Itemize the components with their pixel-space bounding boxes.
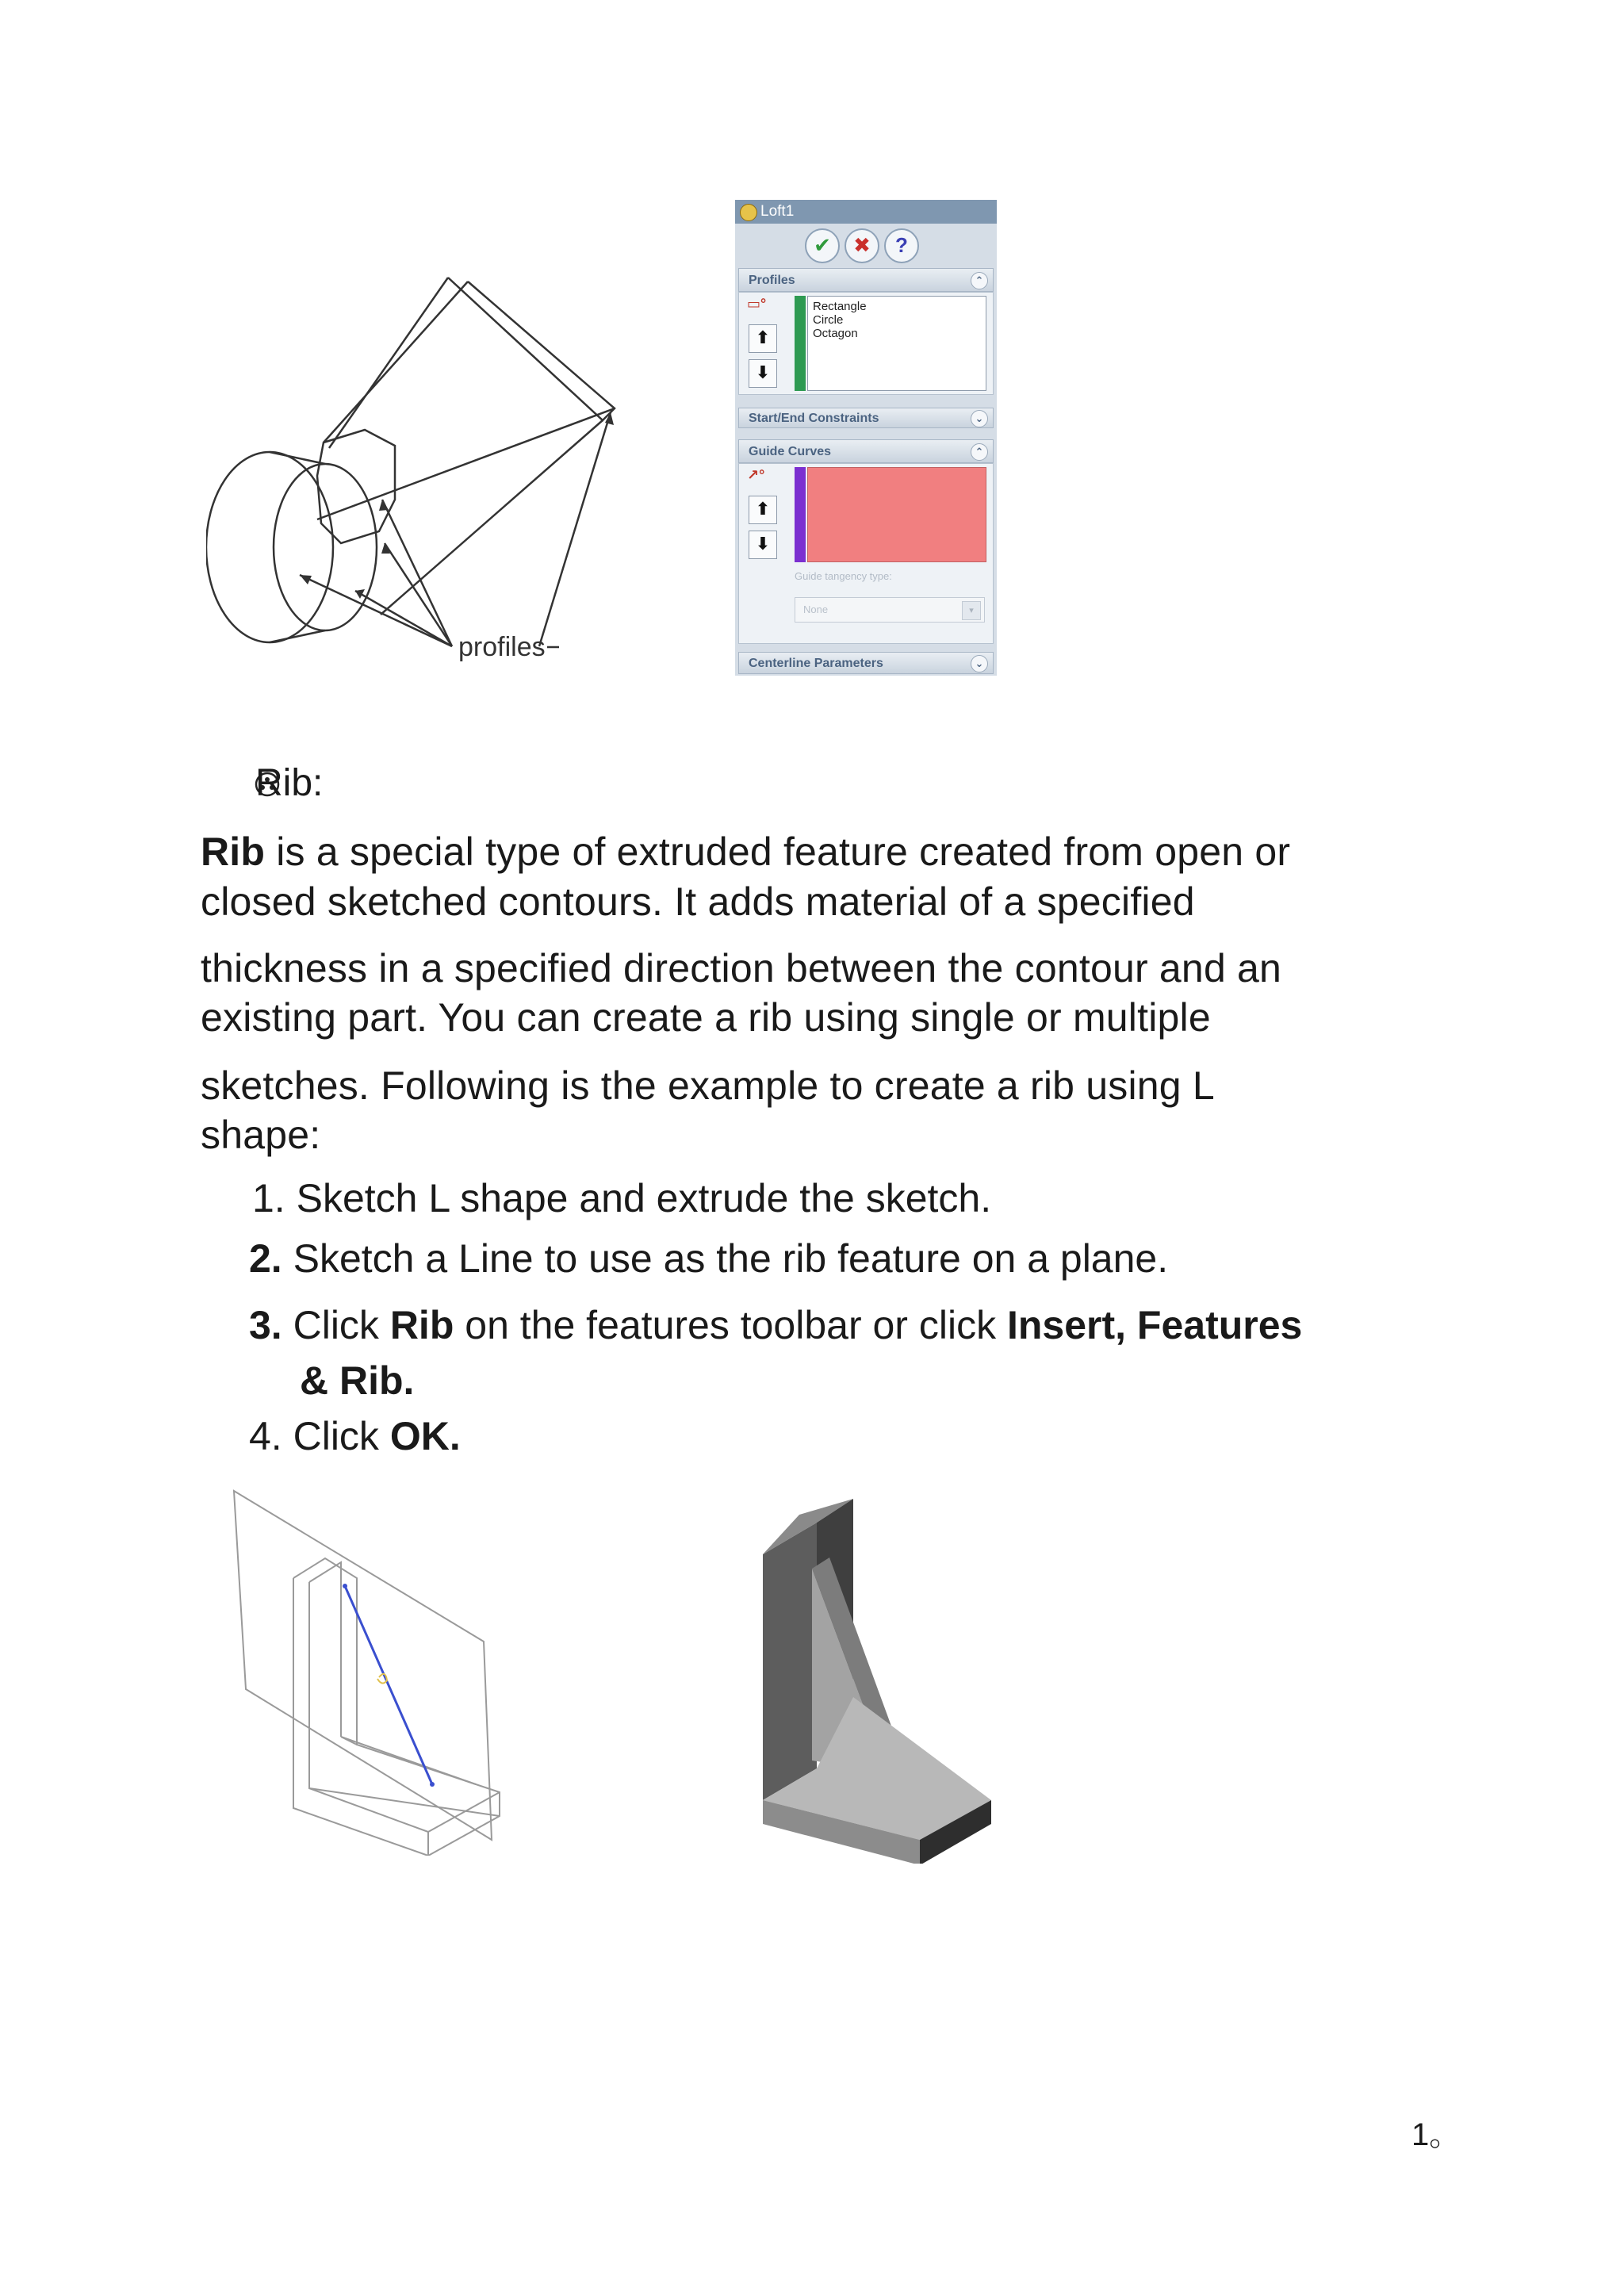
guide-curves-section-body	[738, 463, 994, 644]
page-number: 1。	[1411, 2117, 1461, 2152]
loft-feature-icon	[740, 204, 757, 221]
move-down-button[interactable]: ⬇	[749, 359, 777, 388]
step-4	[249, 1413, 461, 1459]
list-item[interactable]: Rectangle	[813, 300, 867, 313]
step-3-menu-path: Insert, Features	[1006, 1303, 1303, 1347]
profiles-list[interactable]	[807, 296, 986, 391]
step-4-number: 4.	[249, 1414, 282, 1458]
chevron-down-icon[interactable]: ▾	[962, 601, 981, 620]
loft-profiles-illustration	[206, 262, 650, 682]
move-down-button[interactable]: ⬇	[749, 531, 777, 559]
step-4-text-a: Click	[293, 1414, 390, 1458]
rib-sketch-wireframe	[222, 1475, 523, 1856]
list-item[interactable]: Circle	[813, 313, 844, 327]
expand-icon[interactable]: ⌄	[971, 655, 988, 672]
guide-curves-section-header[interactable]	[738, 439, 994, 463]
intro-line-5: sketches. Following is the example to create a rib using L	[201, 1063, 1215, 1108]
profiles-color-bar	[795, 296, 806, 391]
list-item[interactable]: Octagon	[813, 327, 858, 340]
section-heading: Rib:	[255, 762, 324, 804]
loft-title-bar	[735, 200, 997, 224]
profiles-header-label: Profiles	[749, 274, 795, 287]
move-up-button[interactable]: ⬆	[749, 496, 777, 524]
step-4-ok: OK.	[389, 1414, 461, 1458]
step-2-number: 2.	[249, 1236, 282, 1281]
guide-tangency-label: Guide tangency type:	[795, 570, 892, 582]
profiles-section-body	[738, 292, 994, 395]
guide-tangency-select[interactable]	[795, 597, 985, 623]
move-up-button[interactable]: ⬆	[749, 324, 777, 353]
step-3-continuation: & Rib.	[300, 1358, 415, 1403]
rib-term: Rib	[201, 829, 266, 874]
cancel-button[interactable]: ✖	[845, 228, 879, 263]
step-3-text-a: Click	[293, 1303, 390, 1347]
profiles-section-header[interactable]	[738, 268, 994, 292]
step-2	[249, 1236, 1168, 1282]
help-button[interactable]: ?	[884, 228, 919, 263]
collapse-icon[interactable]: ⌃	[971, 443, 988, 461]
guide-selection-icon: ↗°	[747, 467, 765, 483]
guide-curves-list[interactable]	[807, 467, 986, 562]
intro-line-6: shape:	[201, 1113, 321, 1157]
rib-result-model	[745, 1499, 1007, 1864]
intro-line-4: existing part. You can create a rib using single or multiple	[201, 995, 1211, 1040]
guide-curves-header-label: Guide Curves	[749, 445, 832, 458]
loft-property-manager	[735, 200, 997, 676]
centerline-header-label: Centerline Parameters	[749, 657, 883, 670]
ok-button[interactable]: ✔	[805, 228, 840, 263]
profile-selection-icon: ▭°	[747, 296, 767, 312]
step-3-text-c: on the features toolbar or click	[454, 1303, 1007, 1347]
loft-title: Loft1	[760, 203, 795, 220]
guide-tangency-value: None	[803, 603, 829, 615]
step-1	[252, 1175, 991, 1221]
start-end-header-label: Start/End Constraints	[749, 412, 879, 425]
intro-line-2: closed sketched contours. It adds material of a specified	[201, 879, 1195, 924]
intro-line-3: thickness in a specified direction between the contour and an	[201, 946, 1282, 990]
step-3-number: 3.	[249, 1303, 282, 1347]
expand-icon[interactable]: ⌄	[971, 410, 988, 427]
centerline-parameters-header[interactable]	[738, 652, 994, 674]
intro-line-1	[201, 829, 1290, 875]
start-end-constraints-header[interactable]	[738, 408, 994, 428]
profiles-label: profiles	[458, 632, 546, 662]
step-3-rib: Rib	[389, 1303, 454, 1347]
step-1-text: Sketch L shape and extrude the sketch.	[296, 1176, 992, 1220]
intro-line-1-text: is a special type of extruded feature created from open or	[265, 829, 1291, 874]
step-3	[249, 1302, 1302, 1348]
guide-curves-color-bar	[795, 467, 806, 562]
step-2-text: Sketch a Line to use as the rib feature on a plane.	[293, 1236, 1169, 1281]
step-1-number: 1.	[252, 1176, 285, 1220]
collapse-icon[interactable]: ⌃	[971, 272, 988, 289]
